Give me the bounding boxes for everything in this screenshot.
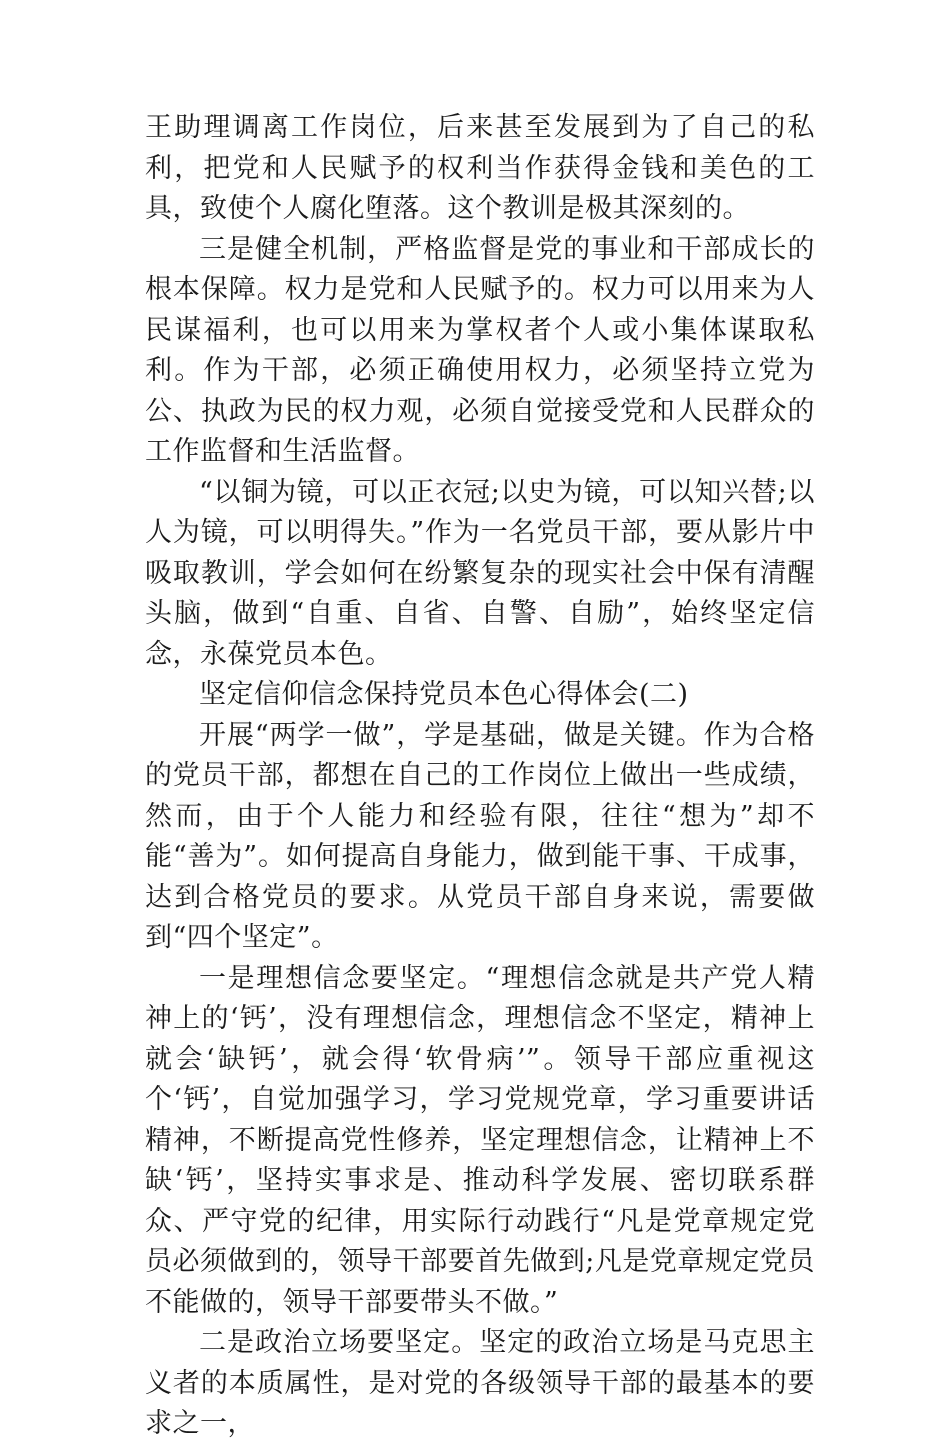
section-heading: 坚定信仰信念保持党员本色心得体会(二) [199,679,689,710]
paragraph-continuation: 王助理调离工作岗位，后来甚至发展到为了自己的私利，把党和人民赋予的权利当作获得金钱和美色的工具，致使个人腐化堕落。这个教训是极其深刻的。 [145,112,815,224]
paragraph-quote: “以铜为镜，可以正衣冠;以史为镜，可以知兴替;以人为镜，可以明得失。”作为一名党员干部，要从影片中吸取教训，学会如何在纷繁复杂的现实社会中保有清醒头脑，做到“自重、自省、自警、自励”，始终坚定信念，永葆党员本色。 [145,476,815,670]
document-page [145,108,815,1445]
paragraph-intro: 开展“两学一做”，学是基础，做是关键。作为合格的党员干部，都想在自己的工作岗位上做出一些成绩，然而，由于个人能力和经验有限，往往“想为”却不能“善为”。如何提高自身能力，做到能干事、干成事，达到合格党员的要求。从党员干部自身来说，需要做到“四个坚定”。 [145,719,815,953]
paragraph-point-three: 三是健全机制，严格监督是党的事业和干部成长的根本保障。权力是党和人民赋予的。权力可以用来为人民谋福利，也可以用来为掌权者个人或小集体谋取私利。作为干部，必须正确使用权力，必须坚持立党为公、执政为民的权力观，必须自觉接受党和人民群众的工作监督和生活监督。 [145,233,815,467]
paragraph-point-two: 二是政治立场要坚定。坚定的政治立场是马克思主义者的本质属性，是对党的各级领导干部的最基本的要求之一， [145,1327,815,1439]
paragraph-point-one: 一是理想信念要坚定。“理想信念就是共产党人精神上的‘钙’，没有理想信念，理想信念不坚定，精神上就会‘缺钙’，就会得‘软骨病’”。领导干部应重视这个‘钙’，自觉加强学习，学习党规党章，学习重要讲话精神，不断提高党性修养，坚定理想信念，让精神上不缺‘钙’，坚持实事求是、推动科学发展、密切联系群众、严守党的纪律，用实际行动践行“凡是党章规定党员必须做到的，领导干部要首先做到;凡是党章规定党员不能做的，领导干部要带头不做。” [145,962,815,1318]
